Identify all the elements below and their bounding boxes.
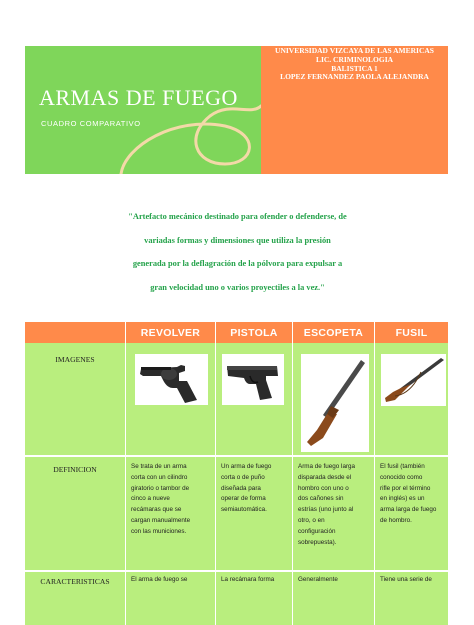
- column-header-fusil: FUSIL: [375, 322, 448, 343]
- pistol-image: [222, 354, 284, 405]
- quote-line: gran velocidad uno o varios proyectiles a la vez.": [150, 282, 325, 292]
- definition-revolver: [131, 462, 213, 538]
- cell-line: cinco a nueve: [131, 495, 170, 503]
- cell-line: hombro con uno o: [298, 484, 349, 492]
- row-divider: [25, 455, 448, 457]
- cell-line: arma larga de fuego: [380, 506, 437, 514]
- info-line: LIC. CRIMINOLOGIA: [315, 54, 394, 64]
- cell-line: dos cañones sin: [298, 495, 344, 503]
- revolver-image: [135, 354, 208, 405]
- info-line: BALISTICA 1: [331, 63, 378, 73]
- header-banner: [25, 46, 448, 174]
- quote-line: "Artefacto mecánico destinado para ofender o defenderse, de: [128, 212, 347, 221]
- cell-line: de hombro.: [380, 516, 412, 524]
- info-line: UNIVERSIDAD VIZCAYA DE LAS AMERICAS: [275, 46, 434, 55]
- features-fusil: [380, 575, 447, 586]
- cell-line: conocido como: [380, 473, 423, 481]
- row-label-caracteristicas: CARACTERISTICAS: [40, 577, 110, 586]
- cell-line: disparada desde el: [298, 473, 352, 481]
- pistol-icon: [222, 354, 284, 405]
- column-divider: [125, 322, 126, 625]
- cell-line: sobrepuesta).: [298, 538, 337, 546]
- title-panel: [25, 46, 261, 174]
- row-label-definicion: DEFINICION: [53, 465, 97, 474]
- definition-fusil: [380, 462, 447, 527]
- cell-line: estrías (uno junto al: [298, 506, 354, 514]
- column-header-pistola: PISTOLA: [216, 322, 292, 343]
- cell-line: rifle por el término: [380, 484, 431, 492]
- shotgun-image: [301, 354, 369, 452]
- cell-line: El fusil (también: [380, 463, 425, 470]
- column-divider: [215, 322, 216, 625]
- features-pistola: [221, 575, 291, 586]
- page-subtitle: CUADRO COMPARATIVO: [41, 119, 141, 128]
- revolver-icon: [135, 354, 208, 405]
- column-divider: [292, 322, 293, 625]
- cell-line: Arma de fuego larga: [298, 463, 356, 470]
- cell-line: corta o de puño: [221, 473, 265, 481]
- cell-line: configuración: [298, 527, 336, 535]
- cell-line: diseñada para: [221, 484, 261, 492]
- cell-line: Se trata de un arma: [131, 463, 187, 470]
- cell-line: semiautomática.: [221, 506, 267, 514]
- comparison-table: [25, 322, 448, 625]
- header-cell-empty: [25, 322, 125, 343]
- column-header-escopeta: ESCOPETA: [293, 322, 374, 343]
- column-header-revolver: REVOLVER: [126, 322, 215, 343]
- cell-line: Un arma de fuego: [221, 463, 272, 470]
- cell-line: con las municiones.: [131, 527, 187, 535]
- cell-line: giratorio o tambor de: [131, 484, 190, 492]
- definition-escopeta: [298, 462, 373, 548]
- quote-line: variadas formas y dimensiones que utiliza la presión: [144, 235, 331, 245]
- shotgun-icon: [301, 354, 369, 452]
- row-label-imagenes: IMAGENES: [55, 355, 95, 364]
- cell-line: corta con un cilindro: [131, 473, 188, 481]
- cell-line: cargan manualmente: [131, 516, 191, 524]
- row-divider: [25, 570, 448, 572]
- column-divider: [374, 322, 375, 625]
- cell-line: El arma de fuego se: [131, 576, 188, 583]
- features-revolver: [131, 575, 213, 586]
- info-line: LOPEZ FERNANDEZ PAOLA ALEJANDRA: [280, 72, 429, 82]
- cell-line: Tiene una serie de: [380, 576, 432, 583]
- cell-line: Generalmente: [298, 576, 338, 583]
- page-title: ARMAS DE FUEGO: [39, 85, 238, 110]
- quote-line: generada por la deflagración de la pólvora para expulsar a: [132, 259, 343, 268]
- cell-line: otro, o en: [298, 516, 325, 524]
- rifle-image: [381, 354, 446, 406]
- cell-line: La recámara forma: [221, 576, 275, 583]
- author-info: [261, 46, 448, 82]
- features-escopeta: [298, 575, 373, 586]
- definition-quote: [60, 205, 415, 299]
- cell-line: operar de forma: [221, 495, 266, 503]
- cell-line: recámaras que se: [131, 506, 182, 514]
- definition-pistola: [221, 462, 291, 516]
- cell-line: en inglés) es un: [380, 495, 425, 503]
- rifle-icon: [381, 354, 446, 406]
